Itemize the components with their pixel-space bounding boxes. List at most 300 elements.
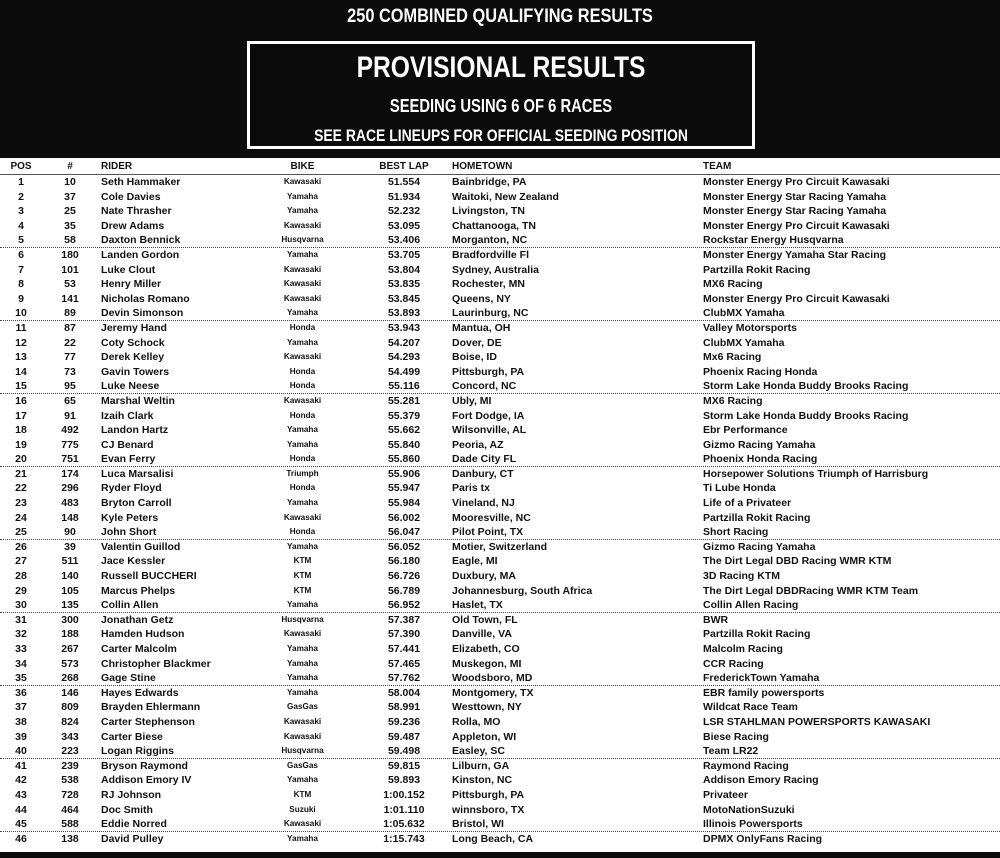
row-bike: Yamaha [287, 673, 318, 683]
row-hometown: Morganton, NC [452, 234, 528, 247]
row-rider: Nicholas Romano [101, 292, 190, 305]
row-bike: Honda [289, 483, 316, 493]
row-hometown: Westtown, NY [452, 701, 522, 714]
row-rider: Evan Ferry [101, 453, 156, 466]
row-team: Monster Energy Yamaha Star Racing [703, 248, 887, 261]
row-hometown: Pittsburgh, PA [452, 365, 525, 378]
row-rider: Landen Gordon [101, 248, 180, 261]
provisional-results-box [247, 41, 755, 149]
row-best-lap: 55.281 [387, 394, 421, 407]
row-best-lap: 56.052 [387, 540, 421, 553]
row-number: 105 [61, 584, 79, 597]
row-pos: 11 [15, 321, 27, 334]
row-best-lap: 54.207 [387, 336, 421, 349]
row-best-lap: 55.379 [387, 409, 421, 422]
row-team: CCR Racing [703, 657, 764, 670]
row-pos: 46 [15, 832, 27, 845]
table-row [0, 233, 1000, 248]
row-team: MX6 Racing [703, 278, 763, 291]
row-team: Malcolm Racing [703, 643, 783, 655]
row-number: 89 [64, 307, 76, 320]
table-row [0, 686, 1000, 701]
row-rider: Jeremy Hand [101, 321, 167, 334]
row-best-lap: 53.804 [387, 263, 421, 276]
table-row [0, 306, 1000, 321]
row-team: MotoNationSuzuki [703, 803, 795, 816]
row-best-lap: 57.387 [387, 613, 421, 626]
table-row [0, 657, 1000, 672]
row-number: 223 [61, 745, 79, 758]
row-team: Ti Lube Honda [703, 482, 776, 495]
row-team: Phoenix Racing Honda [703, 365, 818, 378]
table-row [0, 292, 1000, 307]
table-row [0, 438, 1000, 453]
row-rider: Hamden Hudson [101, 628, 185, 641]
row-pos: 28 [15, 570, 27, 583]
row-pos: 35 [15, 672, 27, 685]
row-number: 174 [61, 467, 79, 480]
row-number: 65 [64, 394, 76, 407]
row-bike: Kawasaki [283, 629, 322, 639]
row-best-lap: 52.232 [387, 205, 421, 218]
row-pos: 7 [18, 263, 24, 276]
table-row [0, 190, 1000, 205]
row-number: 77 [64, 351, 76, 364]
row-bike: KTM [293, 585, 312, 595]
row-hometown: Danville, VA [452, 628, 512, 641]
table-row [0, 744, 1000, 759]
row-pos: 13 [15, 351, 27, 364]
row-bike: GasGas [287, 760, 318, 770]
table-row [0, 350, 1000, 365]
row-hometown: Mooresville, NC [452, 511, 531, 524]
row-hometown: Paris tx [452, 482, 490, 495]
row-pos: 8 [18, 278, 24, 291]
row-pos: 1 [18, 176, 24, 188]
row-team: FrederickTown Yamaha [703, 672, 820, 685]
col-header-best-lap: BEST LAP [379, 161, 429, 172]
row-bike: Yamaha [287, 687, 318, 697]
row-bike: Honda [289, 527, 316, 537]
row-rider: Brayden Ehlermann [101, 701, 201, 714]
row-hometown: Peoria, AZ [452, 438, 504, 451]
row-bike: Kawasaki [283, 716, 322, 726]
row-team: Monster Energy Pro Circuit Kawasaki [703, 292, 890, 305]
row-bike: Kawasaki [283, 220, 322, 230]
row-hometown: Livingston, TN [452, 205, 525, 218]
row-best-lap: 1:05.632 [383, 818, 425, 831]
row-bike: Yamaha [287, 833, 318, 843]
row-number: 146 [61, 686, 79, 699]
row-rider: Bryton Carroll [101, 497, 172, 510]
row-best-lap: 56.726 [387, 570, 421, 583]
row-rider: Carter Stephenson [101, 715, 195, 728]
row-number: 91 [64, 409, 76, 422]
row-rider: Devin Simonson [101, 307, 184, 320]
table-row [0, 511, 1000, 526]
row-hometown: Mantua, OH [452, 321, 511, 334]
row-number: 573 [61, 657, 79, 670]
row-best-lap: 53.893 [387, 307, 421, 320]
row-rider: Luke Neese [101, 380, 160, 393]
row-rider: Collin Allen [101, 599, 159, 612]
row-number: 141 [61, 292, 79, 305]
row-number: 296 [61, 482, 79, 495]
row-best-lap: 57.390 [387, 628, 421, 641]
row-best-lap: 55.947 [387, 482, 421, 495]
table-row [0, 496, 1000, 511]
row-rider: Seth Hammaker [101, 176, 181, 188]
row-pos: 44 [15, 803, 27, 816]
row-team: Biese Racing [703, 730, 769, 743]
row-rider: Gage Stine [101, 672, 156, 685]
table-row [0, 452, 1000, 467]
table-row [0, 554, 1000, 569]
row-bike: Kawasaki [283, 352, 322, 362]
row-number: 511 [61, 555, 79, 568]
row-hometown: Bradfordville Fl [452, 248, 530, 261]
row-team: Horsepower Solutions Triumph of Harrisburg [703, 467, 929, 480]
row-rider: Jonathan Getz [101, 613, 174, 626]
row-bike: Yamaha [287, 439, 318, 449]
row-hometown: winnsboro, TX [452, 803, 525, 816]
row-best-lap: 51.554 [387, 176, 421, 188]
row-hometown: Rolla, MO [452, 715, 501, 728]
row-best-lap: 1:15.743 [383, 832, 425, 845]
row-team: Mx6 Racing [703, 351, 762, 364]
row-rider: Coty Schock [101, 336, 165, 349]
row-hometown: Fort Dodge, IA [452, 409, 525, 422]
row-team: Raymond Racing [703, 759, 789, 772]
row-rider: Eddie Norred [101, 818, 167, 831]
row-number: 53 [64, 278, 76, 291]
row-team: DPMX OnlyFans Racing [703, 832, 823, 845]
row-bike: Kawasaki [283, 395, 322, 405]
table-row [0, 569, 1000, 584]
row-hometown: Montgomery, TX [452, 686, 534, 699]
row-team: Life of a Privateer [703, 497, 792, 510]
row-best-lap: 56.047 [387, 526, 421, 539]
row-rider: John Short [101, 526, 157, 539]
row-rider: Luke Clout [101, 263, 156, 276]
row-best-lap: 1:00.152 [383, 788, 425, 801]
row-team: Partzilla Rokit Racing [703, 628, 811, 641]
row-bike: Yamaha [287, 658, 318, 668]
row-pos: 14 [15, 365, 27, 378]
row-best-lap: 54.499 [387, 365, 421, 378]
row-number: 538 [61, 774, 79, 787]
row-best-lap: 58.991 [387, 701, 421, 714]
row-pos: 45 [15, 818, 27, 831]
row-pos: 29 [15, 584, 27, 597]
row-team: Gizmo Racing Yamaha [703, 438, 816, 451]
row-bike: Kawasaki [283, 293, 322, 303]
row-pos: 9 [18, 292, 24, 305]
row-pos: 40 [15, 745, 27, 758]
row-team: Valley Motorsports [703, 321, 797, 334]
row-best-lap: 54.293 [387, 351, 421, 364]
row-hometown: Pittsburgh, PA [452, 788, 525, 801]
row-bike: Kawasaki [283, 731, 322, 741]
row-bike: Kawasaki [283, 264, 322, 274]
row-team: EBR family powersports [703, 686, 825, 699]
row-number: 728 [61, 788, 79, 801]
row-pos: 6 [18, 248, 24, 261]
row-rider: Marshal Weltin [101, 394, 175, 407]
row-number: 148 [61, 511, 79, 524]
row-bike: Yamaha [287, 600, 318, 610]
row-bike: Kawasaki [283, 512, 322, 522]
row-number: 22 [64, 336, 76, 349]
col-header-team: TEAM [703, 161, 732, 172]
row-hometown: Concord, NC [452, 380, 517, 393]
row-bike: Husqvarna [281, 235, 324, 245]
row-best-lap: 53.835 [387, 278, 421, 291]
row-hometown: Duxbury, MA [452, 570, 516, 583]
row-hometown: Kinston, NC [452, 774, 513, 787]
row-number: 343 [61, 730, 79, 743]
row-bike: Yamaha [287, 644, 318, 653]
row-best-lap: 59.236 [387, 715, 421, 728]
row-number: 58 [64, 234, 76, 247]
row-bike: Yamaha [287, 541, 318, 551]
table-row [0, 365, 1000, 380]
row-hometown: Chattanooga, TN [452, 219, 536, 232]
row-pos: 23 [15, 497, 27, 510]
page-title: 250 COMBINED QUALIFYING RESULTS [347, 6, 653, 27]
row-rider: Christopher Blackmer [101, 657, 211, 670]
row-pos: 2 [18, 190, 24, 203]
row-rider: Carter Biese [101, 730, 163, 743]
row-rider: Luca Marsalisi [101, 467, 174, 480]
row-pos: 20 [15, 453, 27, 466]
row-number: 35 [64, 219, 76, 232]
row-rider: Daxton Bennick [101, 234, 181, 247]
row-number: 37 [64, 190, 76, 203]
row-number: 25 [64, 205, 76, 218]
row-rider: Kyle Peters [101, 511, 159, 524]
row-pos: 18 [15, 424, 27, 437]
row-number: 483 [61, 497, 79, 510]
row-team: Monster Energy Star Racing Yamaha [703, 205, 887, 218]
table-row [0, 175, 1000, 190]
row-hometown: Ubly, MI [452, 394, 492, 407]
row-bike: Suzuki [289, 804, 316, 814]
row-team: Monster Energy Pro Circuit Kawasaki [703, 219, 890, 232]
row-hometown: Elizabeth, CO [452, 643, 520, 655]
table-row [0, 598, 1000, 613]
row-number: 140 [61, 570, 79, 583]
row-best-lap: 1:01.110 [383, 803, 425, 816]
row-pos: 37 [15, 701, 27, 714]
table-row [0, 773, 1000, 788]
row-rider: Bryson Raymond [101, 759, 188, 772]
row-best-lap: 53.095 [387, 219, 421, 232]
table-row [0, 817, 1000, 832]
row-best-lap: 57.465 [387, 657, 421, 670]
row-bike: Yamaha [287, 308, 318, 318]
row-best-lap: 56.789 [387, 584, 421, 597]
table-row [0, 642, 1000, 657]
row-bike: Yamaha [287, 775, 318, 785]
row-rider: Hayes Edwards [101, 686, 179, 699]
row-hometown: Old Town, FL [452, 613, 518, 626]
row-best-lap: 55.840 [387, 438, 421, 451]
row-hometown: Vineland, NJ [452, 497, 515, 510]
row-best-lap: 59.487 [387, 730, 421, 743]
row-pos: 15 [15, 380, 27, 393]
table-row [0, 832, 1000, 847]
row-team: Rockstar Energy Husqvarna [703, 234, 844, 247]
table-header-row [0, 160, 1000, 175]
table-row [0, 715, 1000, 730]
row-hometown: Boise, ID [452, 351, 497, 364]
row-bike: Yamaha [287, 206, 318, 216]
row-number: 87 [64, 321, 76, 334]
row-bike: Kawasaki [283, 279, 322, 289]
row-pos: 5 [18, 234, 24, 247]
row-hometown: Rochester, MN [452, 278, 525, 291]
row-pos: 27 [15, 555, 27, 568]
table-row [0, 481, 1000, 496]
row-best-lap: 56.952 [387, 599, 421, 612]
row-rider: Doc Smith [101, 803, 153, 816]
row-team: LSR STAHLMAN POWERSPORTS KAWASAKI [703, 715, 931, 728]
row-best-lap: 57.762 [387, 672, 421, 685]
row-bike: Honda [289, 381, 316, 391]
row-best-lap: 55.116 [388, 380, 420, 393]
row-number: 464 [61, 803, 79, 816]
row-hometown: Dover, DE [452, 336, 502, 349]
row-best-lap: 53.845 [387, 292, 421, 305]
box-note: SEE RACE LINEUPS FOR OFFICIAL SEEDING POSITION [314, 126, 688, 145]
row-hometown: Pilot Point, TX [452, 526, 524, 539]
table-row [0, 394, 1000, 409]
row-pos: 43 [15, 788, 27, 801]
row-team: Addison Emory Racing [703, 774, 819, 787]
row-hometown: Queens, NY [452, 292, 511, 305]
col-header-rider: RIDER [101, 161, 133, 172]
row-rider: RJ Johnson [101, 788, 162, 801]
row-team: Partzilla Rokit Racing [703, 263, 811, 276]
row-bike: Kawasaki [283, 819, 322, 829]
row-number: 138 [61, 832, 79, 845]
row-team: Gizmo Racing Yamaha [703, 540, 816, 553]
row-team: Collin Allen Racing [703, 599, 799, 612]
row-hometown: Woodsboro, MD [452, 672, 533, 685]
table-row [0, 730, 1000, 745]
box-title: PROVISIONAL RESULTS [356, 51, 646, 84]
row-pos: 34 [15, 657, 27, 670]
row-best-lap: 59.498 [387, 745, 421, 758]
row-rider: CJ Benard [101, 438, 154, 451]
row-bike: Honda [289, 454, 316, 464]
row-rider: Marcus Phelps [101, 584, 176, 597]
row-number: 492 [61, 424, 79, 437]
row-hometown: Haslet, TX [452, 599, 503, 612]
row-team: 3D Racing KTM [703, 570, 781, 583]
table-row [0, 540, 1000, 555]
row-bike: Triumph [286, 468, 319, 478]
row-hometown: Dade City FL [452, 453, 517, 466]
row-pos: 36 [15, 686, 27, 699]
table-row [0, 700, 1000, 715]
row-hometown: Waitoki, New Zealand [452, 190, 559, 203]
row-bike: Husqvarna [281, 614, 324, 624]
row-rider: Cole Davies [101, 190, 161, 203]
row-hometown: Eagle, MI [452, 555, 498, 568]
row-pos: 24 [15, 511, 27, 524]
row-pos: 10 [15, 307, 27, 320]
row-best-lap: 56.002 [387, 511, 421, 524]
row-bike: GasGas [287, 702, 318, 712]
row-pos: 3 [18, 205, 24, 218]
row-number: 268 [61, 672, 79, 685]
row-best-lap: 53.943 [387, 321, 421, 334]
table-row [0, 525, 1000, 540]
row-pos: 33 [15, 643, 27, 655]
row-best-lap: 59.815 [387, 759, 421, 772]
row-best-lap: 51.934 [387, 190, 421, 203]
row-bike: Yamaha [287, 425, 318, 435]
table-row [0, 788, 1000, 803]
row-best-lap: 53.406 [387, 234, 421, 247]
row-pos: 12 [15, 336, 27, 349]
row-hometown: Easley, SC [452, 745, 505, 758]
row-pos: 25 [15, 526, 27, 539]
results-table [0, 160, 1000, 846]
row-best-lap: 55.906 [387, 467, 421, 480]
row-rider: Henry Miller [101, 278, 162, 291]
row-pos: 16 [15, 394, 27, 407]
row-hometown: Appleton, WI [452, 730, 517, 743]
row-pos: 30 [15, 599, 27, 612]
row-number: 775 [61, 438, 79, 451]
row-bike: Yamaha [287, 337, 318, 347]
table-row [0, 759, 1000, 774]
row-team: ClubMX Yamaha [703, 307, 785, 320]
row-pos: 41 [15, 759, 27, 772]
table-row [0, 277, 1000, 292]
row-pos: 26 [15, 540, 27, 553]
row-number: 135 [61, 599, 79, 612]
row-team: Partzilla Rokit Racing [703, 511, 811, 524]
row-rider: Jace Kessler [101, 555, 166, 568]
table-row [0, 671, 1000, 686]
row-pos: 22 [15, 482, 27, 495]
col-header-pos: POS [10, 161, 32, 172]
row-best-lap: 55.662 [387, 424, 421, 437]
row-bike: Honda [289, 322, 316, 332]
row-number: 39 [64, 540, 76, 553]
row-number: 267 [61, 643, 79, 655]
row-team: Illinois Powersports [703, 818, 803, 831]
row-number: 73 [64, 365, 76, 378]
row-pos: 42 [15, 774, 27, 787]
row-number: 180 [61, 248, 79, 261]
row-bike: KTM [293, 571, 312, 581]
row-team: Storm Lake Honda Buddy Brooks Racing [703, 380, 909, 393]
results-header [0, 0, 1000, 158]
table-row [0, 336, 1000, 351]
row-team: Privateer [703, 788, 748, 801]
box-subtitle: SEEDING USING 6 OF 6 RACES [389, 96, 613, 116]
row-rider: Valentin Guillod [101, 540, 181, 553]
row-bike: Honda [289, 366, 316, 376]
bottom-bar [0, 852, 1000, 858]
table-row [0, 263, 1000, 278]
row-bike: KTM [293, 556, 312, 566]
